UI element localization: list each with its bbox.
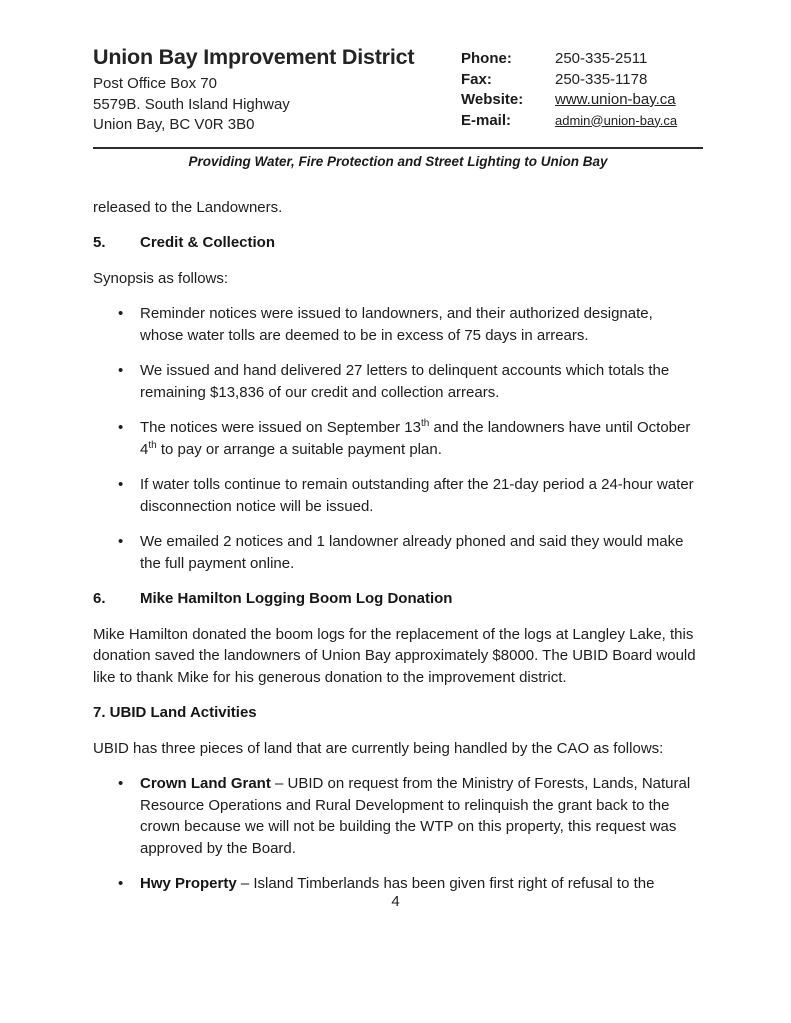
ordinal-superscript: th	[421, 418, 430, 429]
bullet-text: If water tolls continue to remain outstanding after the 21-day period a 24-hour water disconnection notice will be issued.	[140, 476, 694, 515]
contact-row-fax	[461, 70, 703, 91]
bullet-text	[140, 417, 700, 460]
bullet-marker: •	[118, 476, 124, 493]
section-6-number: 6.	[93, 590, 106, 607]
email-label: E-mail:	[461, 111, 512, 129]
bullet-text	[140, 773, 700, 859]
bullet-marker: •	[118, 362, 124, 379]
fax-value: 250-335-1178	[555, 70, 648, 88]
contact-row-website	[461, 90, 703, 111]
address-line-2: 5579B. South Island Highway	[93, 95, 290, 113]
bullet-text-part: The notices were issued on September 13	[140, 419, 421, 436]
bullet-item-hwy-property	[93, 873, 703, 895]
bullet-text: We emailed 2 notices and 1 landowner already phoned and said they would make the full payment online.	[140, 533, 684, 572]
bullet-item-letters-delivered	[93, 360, 703, 403]
bullet-marker: •	[118, 533, 124, 550]
bullet-item-disconnection-notice	[93, 474, 703, 517]
org-name: Union Bay Improvement District	[93, 45, 415, 69]
bullet-text-part: to pay or arrange a suitable payment plan.	[156, 440, 442, 458]
ordinal-superscript: th	[148, 439, 157, 451]
letterhead	[93, 44, 703, 171]
fax-label: Fax:	[461, 70, 492, 88]
phone-value: 250-335-2511	[555, 50, 648, 67]
bullet-text-part: – Island Timberlands has been given first right of refusal to the	[236, 875, 655, 892]
letterhead-top	[93, 44, 703, 136]
address-line-1: Post Office Box 70	[93, 75, 217, 92]
bullet-marker: •	[118, 419, 124, 436]
bullet-item-crown-land-grant	[93, 773, 703, 859]
address-line-3: Union Bay, BC V0R 3B0	[93, 116, 255, 133]
bullet-text: Reminder notices were issued to landowners, and their authorized designate, whose water tolls are deemed to be in excess of 75 days in arrears.	[140, 305, 653, 344]
website-link[interactable]: www.union-bay.ca	[555, 91, 676, 108]
contact-row-email	[461, 111, 703, 132]
letterhead-address-block	[93, 44, 461, 136]
bullet-marker: •	[118, 875, 124, 892]
bullet-item-reminder-notices	[93, 303, 703, 346]
letterhead-divider	[93, 147, 703, 149]
section-6-heading	[93, 588, 703, 610]
contact-row-phone	[461, 49, 703, 70]
tagline: Providing Water, Fire Protection and Street Lighting to Union Bay	[188, 153, 608, 169]
bullet-marker: •	[118, 305, 124, 322]
bullet-text-part: and the landowners have until October 4	[140, 419, 691, 458]
bullet-marker: •	[118, 775, 124, 792]
section-5-title: Credit & Collection	[140, 234, 276, 251]
phone-label: Phone:	[461, 50, 512, 67]
bullet-text-part: – UBID on request from the Ministry of Forests, Lands, Natural Resource Operations and Rural Development to relinquish the grant back to the crown because we will not be building the WTP on this property, this request was approved by the Board.	[140, 775, 691, 857]
bullet-text	[140, 873, 654, 895]
section-6-paragraph: Mike Hamilton donated the boom logs for the replacement of the logs at Langley Lake, this donation saved the landowners of Union Bay approximately $8000. The UBID Board would like to thank Mike for his generous donation to the improvement district.	[93, 625, 696, 686]
section-7-heading: 7. UBID Land Activities	[93, 704, 257, 721]
section-5-lead: Synopsis as follows:	[93, 269, 229, 287]
website-label: Website:	[461, 91, 524, 108]
document-body	[93, 197, 703, 895]
bullet-lead-in: Crown Land Grant	[140, 775, 271, 792]
page-number: 4	[391, 893, 400, 910]
section-7-lead: UBID has three pieces of land that are currently being handled by the CAO as follows:	[93, 739, 664, 757]
bullet-text: We issued and hand delivered 27 letters to delinquent accounts which totals the remaining $13,836 of our credit and collection arrears.	[140, 362, 670, 401]
email-link[interactable]: admin@union-bay.ca	[555, 112, 678, 128]
bullet-item-notice-dates	[93, 417, 703, 460]
continuation-text: released to the Landowners.	[93, 198, 283, 216]
section-6-title: Mike Hamilton Logging Boom Log Donation	[140, 590, 453, 607]
bullet-lead-in: Hwy Property	[140, 875, 237, 892]
section-5-heading	[93, 232, 703, 254]
letterhead-contact-block	[461, 44, 703, 136]
bullet-item-emailed-notices	[93, 531, 703, 574]
section-5-number: 5.	[93, 234, 106, 251]
